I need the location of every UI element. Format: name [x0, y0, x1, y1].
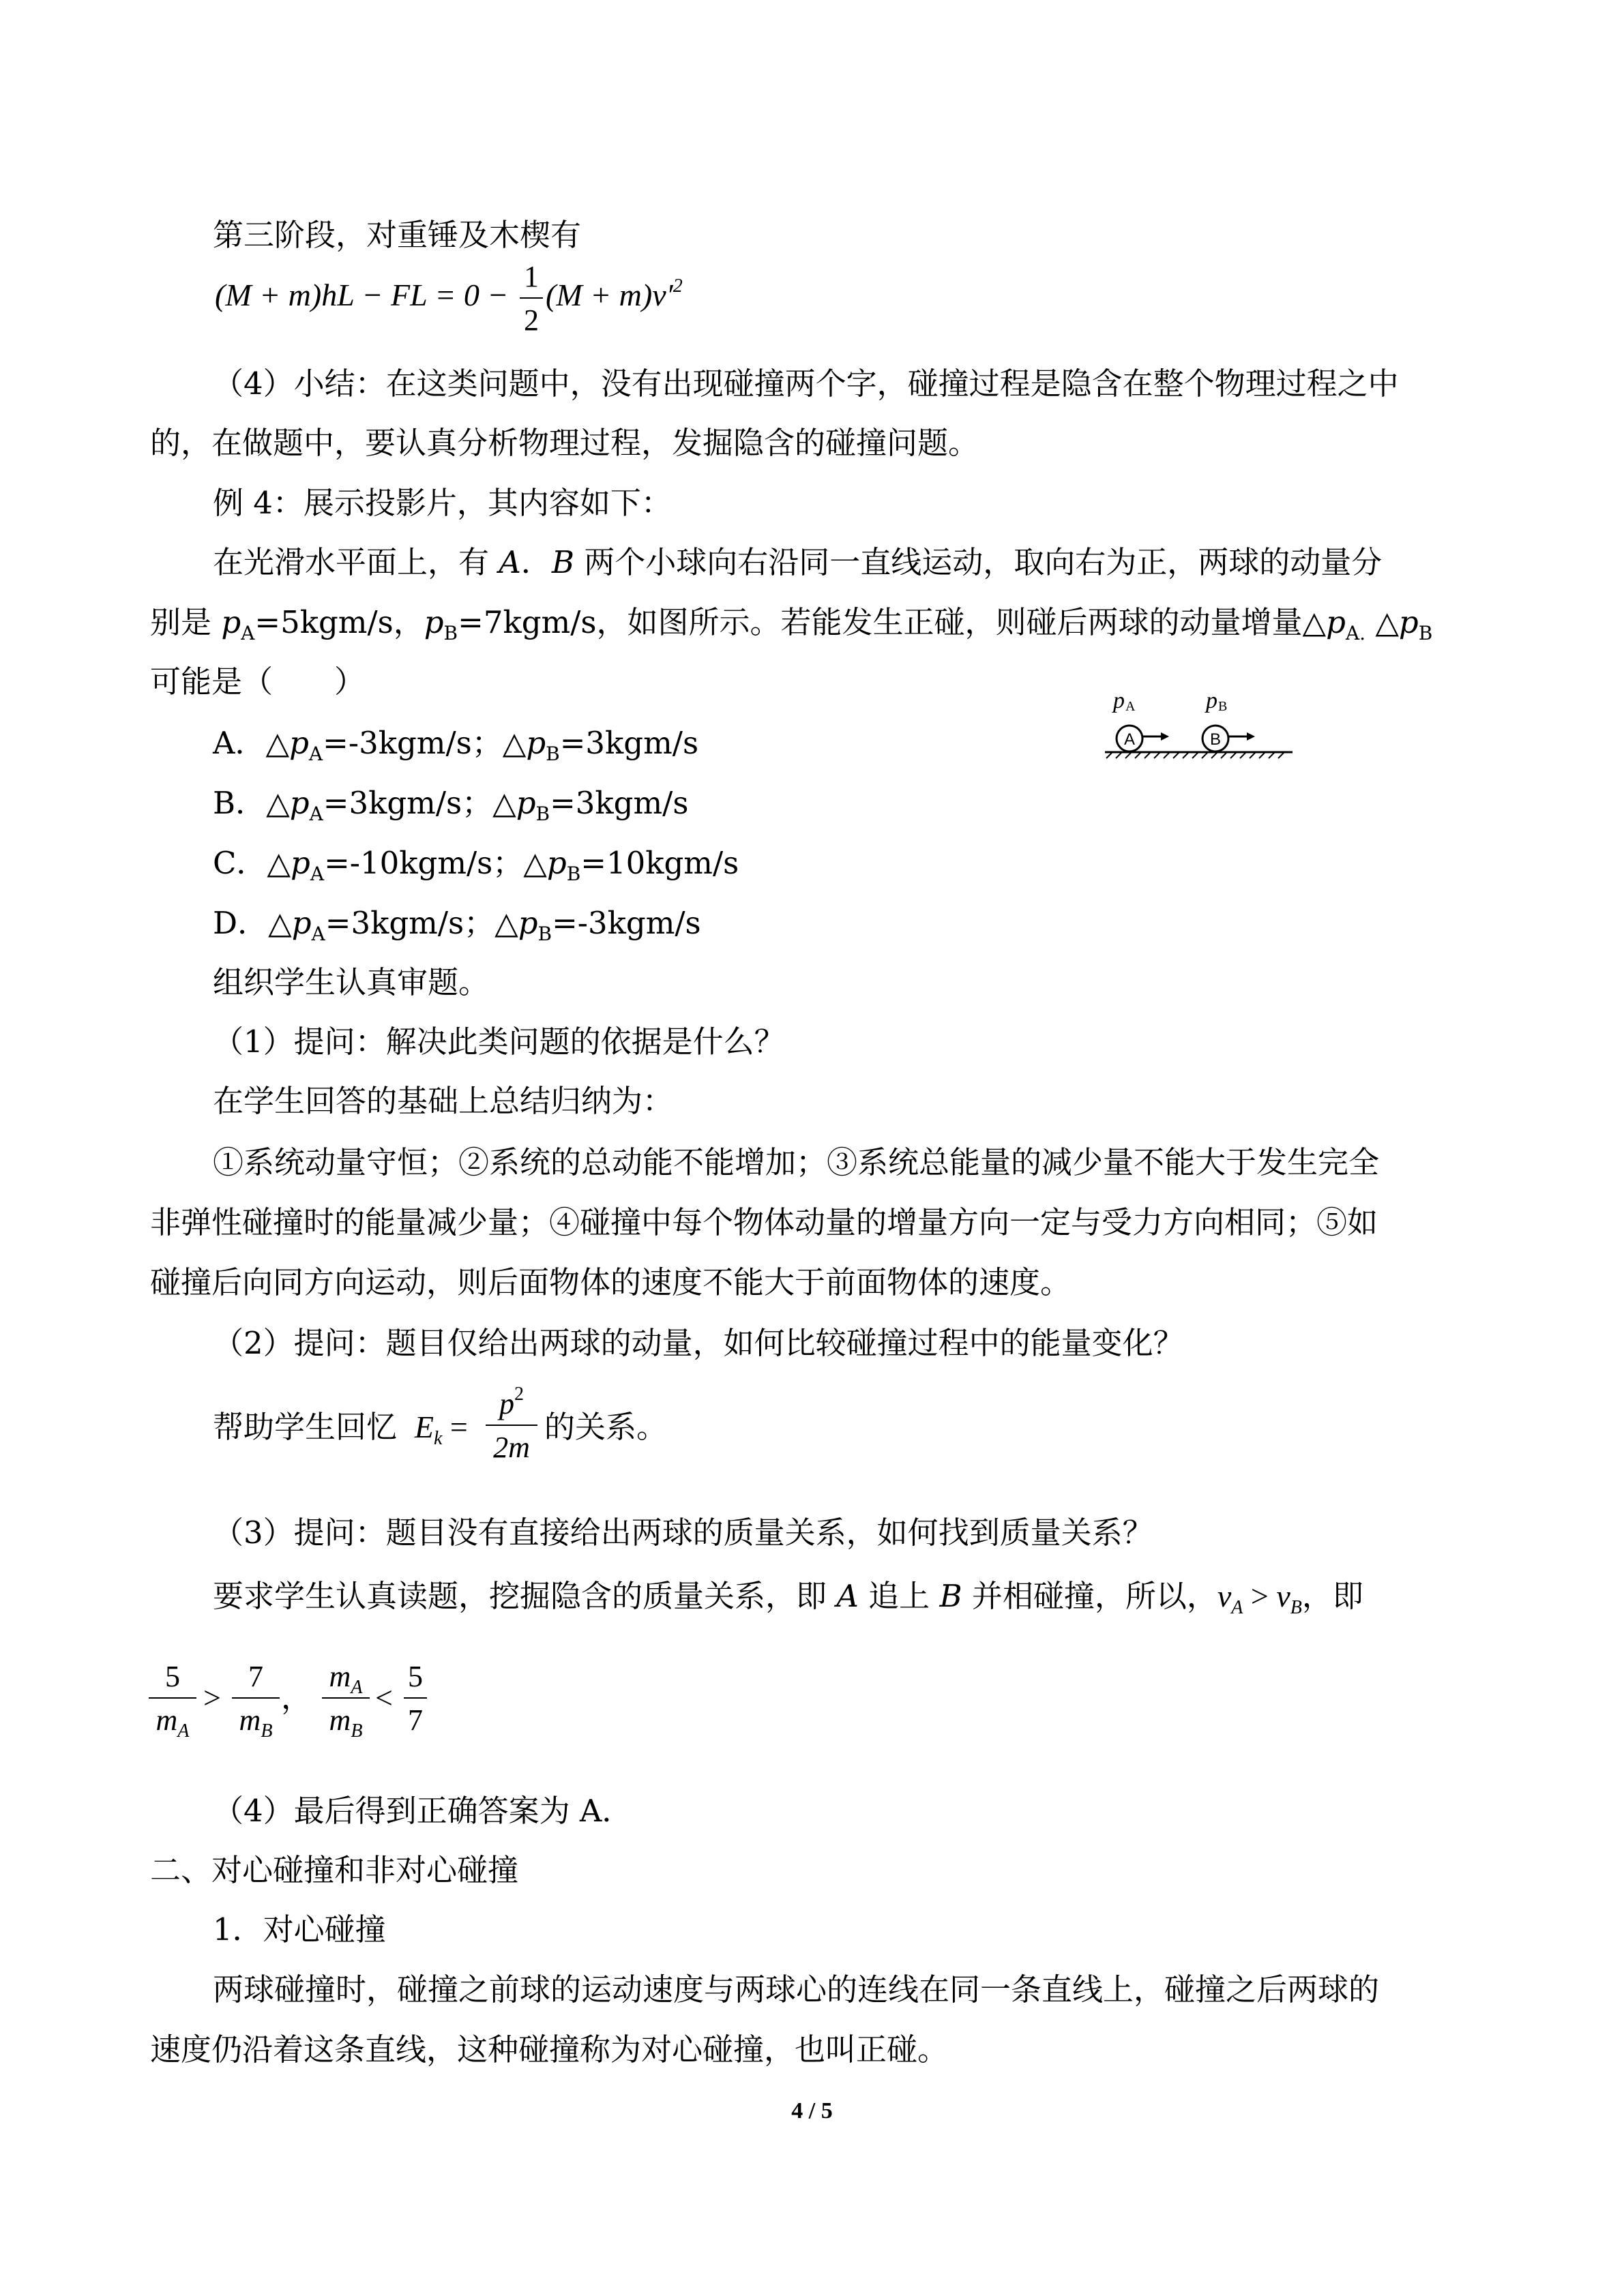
option-c[interactable]: C．$\triangle p_A=-10kgm/s$；$\triangle p_B=10kgm/s$ [213, 845, 739, 885]
ek-line-suffix: 的关系。 [544, 1409, 668, 1445]
question-1-summary: 在学生回答的基础上总结归纳为： [213, 1083, 674, 1119]
question-4-answer: （4）最后得到正确答案为 A． [213, 1793, 633, 1829]
problem-line-3: 可能是（ ） [150, 664, 366, 700]
equation-lhs: (M + m)hL − FL = 0 − [215, 278, 509, 312]
ek-fraction: $p^2$ 2m [486, 1388, 537, 1465]
ineq-fraction-4: 5 7 [404, 1660, 427, 1738]
equation-fraction-half [520, 260, 543, 338]
page-number: 4 / 5 [791, 2098, 833, 2123]
definition-line-1: 两球碰撞时，碰撞之前球的运动速度与两球心的连线在同一条直线上，碰撞之后两球的 [213, 1971, 1380, 2008]
svg-text:B: B [1218, 699, 1228, 714]
ineq-fraction-1: 5 $m_A$ [149, 1660, 196, 1738]
equation-rhs: $(M + m)v'^2$ [546, 275, 683, 312]
figure-label-pB: p [1206, 688, 1217, 713]
ineq-lt: < [375, 1680, 393, 1715]
ineq-comma: ， [281, 1680, 312, 1716]
figure-label-pA: p [1113, 688, 1125, 713]
summary-line-2: 的，在做题中，要认真分析物理过程，发掘隐含的碰撞问题。 [150, 425, 979, 461]
svg-text:A: A [1125, 699, 1136, 714]
ineq-fraction-3: $m_A$ $m_B$ [322, 1660, 370, 1738]
problem-line-2: 别是 $p_A=5kgm/s$，$p_B=7kgm/s$，如图所示。若能发生正碰，则碰后两球的动量增量$\triangle p_{A.}$ $\triangle p_B$ [150, 604, 1433, 644]
ek-line: 帮助学生回忆 $E_k$ = [213, 1409, 468, 1449]
arrow-a-head [1161, 732, 1169, 741]
equation-energy [215, 280, 508, 311]
equation-rhs-exponent: 2 [673, 275, 683, 297]
problem-line-1: 在光滑水平面上，有 A．B 两个小球向右沿同一直线运动，取向右为正，两球的动量分 [213, 544, 1383, 580]
question-3: （3）提问：题目没有直接给出两球的质量关系，如何找到质量关系？ [213, 1515, 1153, 1551]
section-2-heading: 二、对心碰撞和非对心碰撞 [150, 1852, 519, 1888]
ineq-gt: > [203, 1680, 221, 1715]
stage3-intro: 第三阶段，对重锤及木楔有 [213, 217, 582, 253]
fraction-denominator: 2 [524, 303, 539, 338]
fraction-numerator: 1 [524, 260, 539, 293]
criteria-line-3: 碰撞后向同方向运动，则后面物体的速度不能大于前面物体的速度。 [150, 1264, 1072, 1300]
organize-text: 组织学生认真审题。 [213, 964, 490, 1000]
ineq-fraction-2: 7 $m_B$ [232, 1660, 280, 1738]
ball-b-label: B [1209, 730, 1222, 749]
example-4-heading: 例 4：展示投影片，其内容如下： [213, 485, 672, 521]
option-d[interactable]: D．$\triangle p_A=3kgm/s$；$\triangle p_B=-3kgm/s$ [213, 905, 701, 945]
collision-figure [1098, 682, 1303, 764]
mass-relation-line: 要求学生认真读题，挖掘隐含的质量关系，即 A 追上 B 并相碰撞，所以，$v_A > v_B$，即 [213, 1578, 1363, 1618]
criteria-line-1: ①系统动量守恒；②系统的总动能不能增加；③系统总能量的减少量不能大于发生完全 [213, 1144, 1380, 1180]
question-1: （1）提问：解决此类问题的依据是什么？ [213, 1024, 785, 1060]
criteria-line-2: 非弹性碰撞时的能量减少量；④碰撞中每个物体动量的增量方向一定与受力方向相同；⑤如 [150, 1204, 1378, 1240]
question-2: （2）提问：题目仅给出两球的动量，如何比较碰撞过程中的能量变化？ [213, 1325, 1184, 1361]
option-a[interactable]: A．$\triangle p_A=-3kgm/s$；$\triangle p_B=3kgm/s$ [213, 725, 699, 765]
definition-line-2: 速度仍沿着这条直线，这种碰撞称为对心碰撞，也叫正碰。 [150, 2031, 949, 2068]
ground-hatching [1106, 753, 1284, 758]
summary-line-1: （4）小结：在这类问题中，没有出现碰撞两个字，碰撞过程是隐含在整个物理过程之中 [213, 366, 1399, 402]
ball-a-label: A [1123, 730, 1136, 749]
subsection-1-heading: 1．对心碰撞 [213, 1911, 386, 1948]
option-b[interactable]: B．$\triangle p_A=3kgm/s$；$\triangle p_B=3kgm/s$ [213, 785, 689, 825]
arrow-b-head [1247, 732, 1255, 741]
